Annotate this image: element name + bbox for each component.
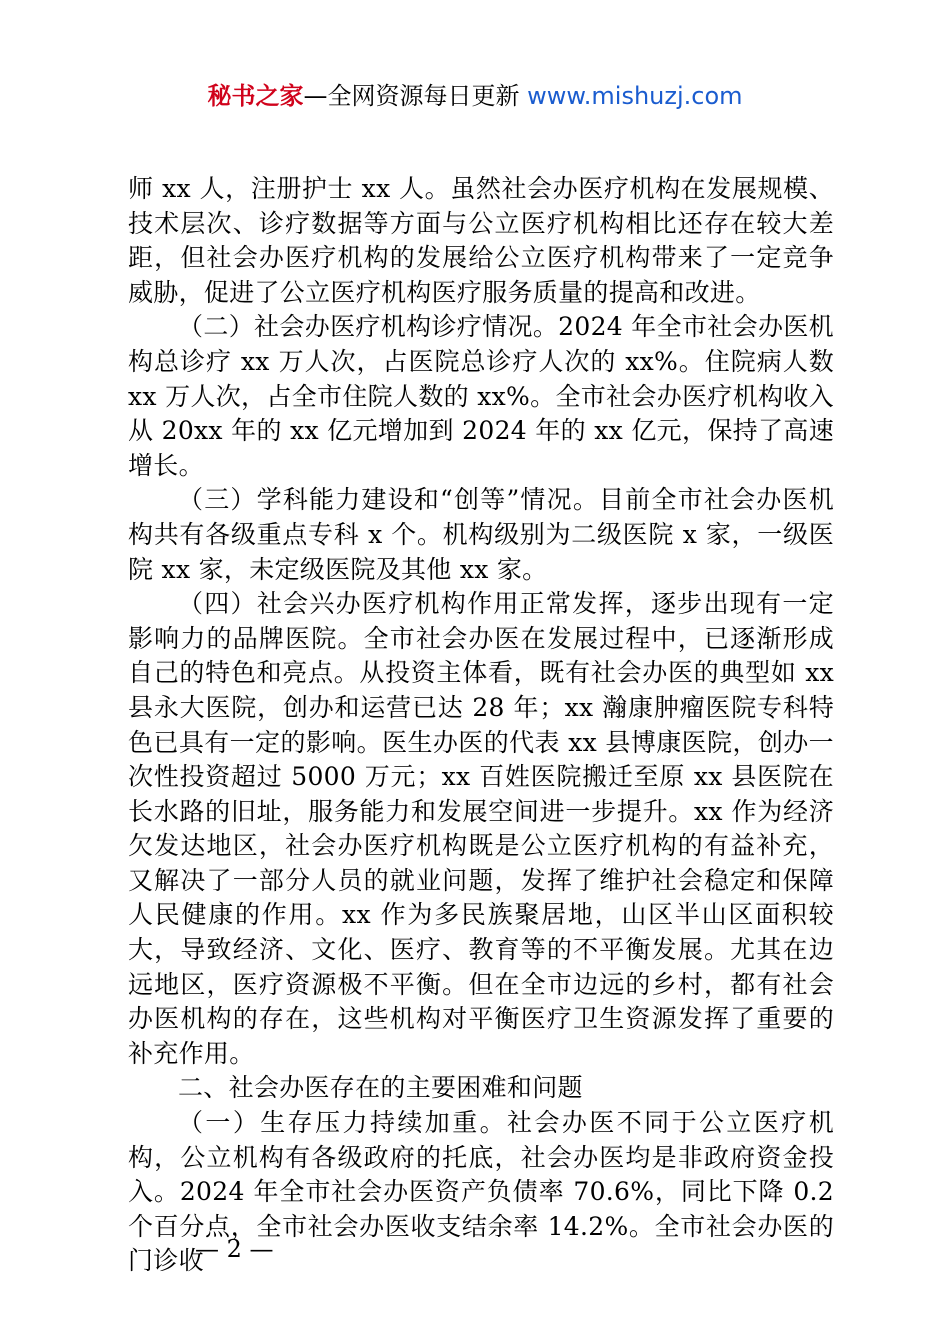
paragraph-problem-1: （一）生存压力持续加重。社会办医不同于公立医疗机构，公立机构有各级政府的托底，社会办医均是非政府资金投入。2024 年全市社会办医资产负债率 70.6%，同比下降 0.2 个百分点，全市社会办医收支结余率 14.2%。全市社会办医的门诊收 (128, 1108, 834, 1276)
paragraph-continuation: 师 xx 人，注册护士 xx 人。虽然社会办医疗机构在发展规模、技术层次、诊疗数据等方面与公立医疗机构相比还存在较大差距，但社会办医疗机构的发展给公立医疗机构带来了一定竞争威胁，促进了公立医疗机构医疗服务质量的提高和改进。 (128, 174, 834, 307)
paragraph-section-4: （四）社会兴办医疗机构作用正常发挥，逐步出现有一定影响力的品牌医院。全市社会办医在发展过程中，已逐渐形成自己的特色和亮点。从投资主体看，既有社会办医的典型如 xx 县永大医院，创办和运营已达 28 年；xx 瀚康肿瘤医院专科特色已具有一定的影响。医生办医的代表 xx 县博康医院，创办一次性投资超过 5000 万元；xx 百姓医院搬迁至原 xx 县医院在长水路的旧址，服务能力和发展空间进一步提升。xx 作为经济欠发达地区，社会办医疗机构既是公立医疗机构的有益补充，又解决了一部分人员的就业问题，发挥了维护社会稳定和保障人民健康的作用。xx 作为多民族聚居地，山区半山区面积较大，导致经济、文化、医疗、教育等的不平衡发展。尤其在边远地区，医疗资源极不平衡。但在全市边远的乡村，都有社会办医机构的存在，这些机构对平衡医疗卫生资源发挥了重要的补充作用。 (128, 589, 834, 1068)
page-number: — 2 — (195, 1235, 274, 1263)
site-watermark-header (0, 78, 950, 114)
paragraph-section-3: （三）学科能力建设和“创等”情况。目前全市社会办医机构共有各级重点专科 x 个。机构级别为二级医院 x 家，一级医院 xx 家，未定级医院及其他 xx 家。 (128, 485, 834, 584)
document-body (128, 172, 834, 1279)
paragraph-section-2: （二）社会办医疗机构诊疗情况。2024 年全市社会办医机构总诊疗 xx 万人次，占医院总诊疗人次的 xx%。住院病人数 xx 万人次，占全市住院人数的 xx%。全市社会办医疗机构收入从 20xx 年的 xx 亿元增加到 2024 年的 xx 亿元，保持了高速增长。 (128, 312, 834, 480)
site-brand-name: 秘书之家 (207, 82, 304, 110)
site-tagline: —全网资源每日更新 (303, 82, 528, 110)
section-heading-problems: 二、社会办医存在的主要困难和问题 (178, 1073, 583, 1103)
site-url: www.mishuzj.com (527, 82, 743, 110)
